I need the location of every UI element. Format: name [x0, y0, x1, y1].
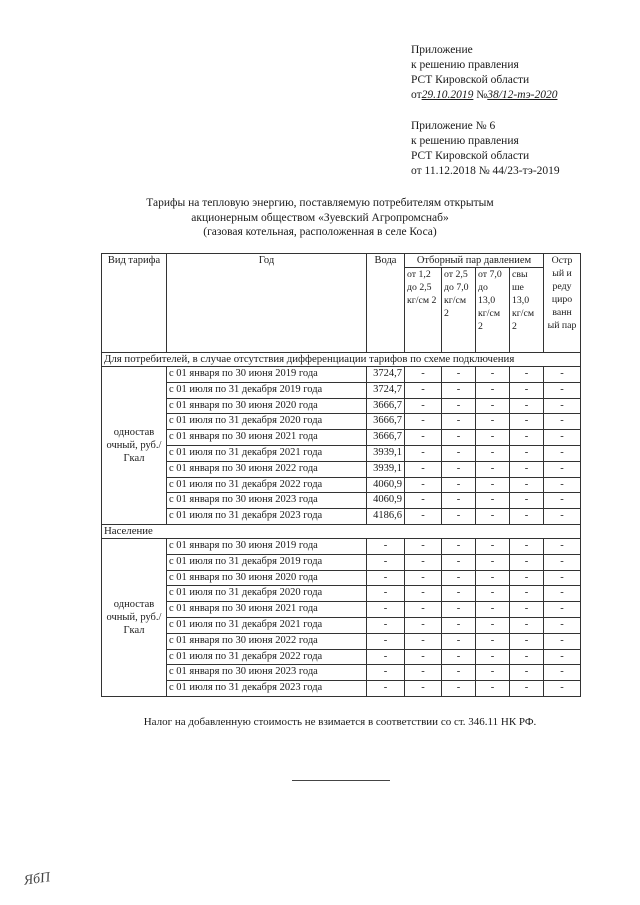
sharp-cell: -: [544, 538, 581, 554]
steam-cell: -: [405, 445, 442, 461]
sharp-cell: -: [544, 493, 581, 509]
steam-cell: -: [476, 461, 510, 477]
water-cell: 3724,7: [367, 367, 405, 383]
steam-cell: -: [476, 382, 510, 398]
sharp-cell: -: [544, 633, 581, 649]
header-steam-1: от 1,2 до 2,5 кг/см 2: [405, 268, 442, 353]
header-steam-3: от 7,0 до 13,0 кг/см 2: [476, 268, 510, 353]
steam-cell: -: [510, 633, 544, 649]
water-cell: -: [367, 617, 405, 633]
header2-line3: РСТ Кировской области: [411, 150, 530, 162]
steam-cell: -: [510, 414, 544, 430]
steam-cell: -: [510, 382, 544, 398]
steam-cell: -: [510, 509, 544, 525]
steam-cell: -: [405, 554, 442, 570]
steam-cell: -: [510, 367, 544, 383]
section-row: [102, 524, 581, 538]
steam-cell: -: [442, 430, 476, 446]
section-row: [102, 353, 581, 367]
header-tariff-type: Вид тарифа: [102, 254, 167, 353]
sharp-cell: -: [544, 617, 581, 633]
steam-cell: -: [476, 681, 510, 697]
steam-cell: -: [405, 367, 442, 383]
water-cell: 3724,7: [367, 382, 405, 398]
steam-cell: -: [442, 586, 476, 602]
steam-cell: -: [476, 477, 510, 493]
header-steam-4: свы ше 13,0 кг/см 2: [510, 268, 544, 353]
sharp-cell: -: [544, 586, 581, 602]
steam-cell: -: [510, 665, 544, 681]
steam-cell: -: [510, 649, 544, 665]
water-cell: 4060,9: [367, 477, 405, 493]
period-cell: с 01 января по 30 июня 2020 года: [167, 570, 367, 586]
header2-line2: к решению правления: [411, 135, 519, 147]
steam-cell: -: [476, 538, 510, 554]
steam-cell: -: [405, 602, 442, 618]
steam-cell: -: [442, 681, 476, 697]
period-cell: с 01 января по 30 июня 2021 года: [167, 430, 367, 446]
annex-header: [411, 119, 560, 179]
sharp-cell: -: [544, 509, 581, 525]
water-cell: 3939,1: [367, 445, 405, 461]
table-row: [102, 554, 581, 570]
table-row: [102, 445, 581, 461]
steam-cell: -: [476, 367, 510, 383]
tariff-type-cell: одностав очный, руб./Гкал: [102, 538, 167, 696]
steam-cell: -: [442, 649, 476, 665]
steam-cell: -: [442, 602, 476, 618]
table-row: [102, 570, 581, 586]
steam-cell: -: [510, 493, 544, 509]
steam-cell: -: [442, 570, 476, 586]
steam-cell: -: [476, 554, 510, 570]
header-sharp-steam: Остр ый и реду циро ванн ый пар: [544, 254, 581, 353]
steam-cell: -: [510, 445, 544, 461]
table-row: [102, 430, 581, 446]
period-cell: с 01 января по 30 июня 2019 года: [167, 538, 367, 554]
steam-cell: -: [476, 617, 510, 633]
header1-no: №: [476, 89, 488, 101]
table-row: [102, 665, 581, 681]
water-cell: -: [367, 586, 405, 602]
sharp-cell: -: [544, 398, 581, 414]
title-line2: акционерным обществом «Зуевский Агропромснаб»: [191, 211, 449, 224]
steam-cell: -: [405, 633, 442, 649]
section-label: Для потребителей, в случае отсутствия дифференциации тарифов по схеме подключения: [102, 353, 581, 367]
sharp-cell: -: [544, 445, 581, 461]
water-cell: -: [367, 649, 405, 665]
table-header-row-1: [102, 254, 581, 268]
header1-number: 38/12-тэ-2020: [487, 89, 558, 101]
steam-cell: -: [405, 665, 442, 681]
table-row: [102, 538, 581, 554]
title-line1: Тарифы на тепловую энергию, поставляемую потребителям открытым: [146, 197, 494, 209]
period-cell: с 01 января по 30 июня 2021 года: [167, 602, 367, 618]
header1-line1: Приложение: [411, 44, 473, 56]
steam-cell: -: [476, 633, 510, 649]
steam-cell: -: [476, 430, 510, 446]
water-cell: 3666,7: [367, 430, 405, 446]
steam-cell: -: [510, 430, 544, 446]
tariff-type-cell: одностав очный, руб./Гкал: [102, 367, 167, 525]
table-row: [102, 602, 581, 618]
table-row: [102, 367, 581, 383]
header2-line4: от 11.12.2018 № 44/23-тэ-2019: [411, 165, 560, 177]
sharp-cell: -: [544, 554, 581, 570]
header2-line1: Приложение № 6: [411, 120, 496, 132]
table-row: [102, 649, 581, 665]
table-row: [102, 633, 581, 649]
steam-cell: -: [442, 554, 476, 570]
sharp-cell: -: [544, 382, 581, 398]
steam-cell: -: [476, 509, 510, 525]
table-row: [102, 382, 581, 398]
table-row: [102, 509, 581, 525]
steam-cell: -: [476, 414, 510, 430]
section-label: Население: [102, 524, 581, 538]
steam-cell: -: [510, 681, 544, 697]
sharp-cell: -: [544, 570, 581, 586]
header-steam-2: от 2,5 до 7,0 кг/см 2: [442, 268, 476, 353]
header-water: Вода: [367, 254, 405, 353]
steam-cell: -: [405, 649, 442, 665]
table-row: [102, 681, 581, 697]
steam-cell: -: [476, 398, 510, 414]
water-cell: 4060,9: [367, 493, 405, 509]
period-cell: с 01 июля по 31 декабря 2022 года: [167, 477, 367, 493]
steam-cell: -: [405, 414, 442, 430]
sharp-cell: -: [544, 367, 581, 383]
header1-from: от: [411, 89, 422, 101]
sharp-cell: -: [544, 681, 581, 697]
steam-cell: -: [405, 477, 442, 493]
steam-cell: -: [442, 665, 476, 681]
period-cell: с 01 января по 30 июня 2022 года: [167, 461, 367, 477]
steam-cell: -: [442, 538, 476, 554]
water-cell: 3666,7: [367, 414, 405, 430]
steam-cell: -: [476, 445, 510, 461]
steam-cell: -: [442, 493, 476, 509]
steam-cell: -: [405, 430, 442, 446]
period-cell: с 01 января по 30 июня 2019 года: [167, 367, 367, 383]
water-cell: -: [367, 665, 405, 681]
water-cell: -: [367, 554, 405, 570]
water-cell: -: [367, 570, 405, 586]
header-period: Год: [167, 254, 367, 353]
period-cell: с 01 июля по 31 декабря 2022 года: [167, 649, 367, 665]
water-cell: -: [367, 681, 405, 697]
water-cell: -: [367, 602, 405, 618]
period-cell: с 01 января по 30 июня 2023 года: [167, 665, 367, 681]
steam-cell: -: [510, 617, 544, 633]
steam-cell: -: [442, 477, 476, 493]
sharp-cell: -: [544, 649, 581, 665]
water-cell: 4186,6: [367, 509, 405, 525]
steam-cell: -: [476, 665, 510, 681]
steam-cell: -: [405, 382, 442, 398]
steam-cell: -: [510, 461, 544, 477]
steam-cell: -: [442, 367, 476, 383]
steam-cell: -: [405, 493, 442, 509]
period-cell: с 01 июля по 31 декабря 2019 года: [167, 554, 367, 570]
table-row: [102, 493, 581, 509]
sharp-cell: -: [544, 430, 581, 446]
header1-line2: к решению правления: [411, 59, 519, 71]
steam-cell: -: [405, 461, 442, 477]
water-cell: 3666,7: [367, 398, 405, 414]
approval-header: [411, 43, 557, 103]
period-cell: с 01 января по 30 июня 2022 года: [167, 633, 367, 649]
steam-cell: -: [405, 617, 442, 633]
water-cell: 3939,1: [367, 461, 405, 477]
steam-cell: -: [476, 570, 510, 586]
period-cell: с 01 июля по 31 декабря 2023 года: [167, 681, 367, 697]
steam-cell: -: [442, 633, 476, 649]
water-cell: -: [367, 633, 405, 649]
header1-date: 29.10.2019: [421, 89, 474, 101]
steam-cell: -: [442, 461, 476, 477]
period-cell: с 01 июля по 31 декабря 2020 года: [167, 586, 367, 602]
period-cell: с 01 июля по 31 декабря 2019 года: [167, 382, 367, 398]
sharp-cell: -: [544, 602, 581, 618]
sharp-cell: -: [544, 461, 581, 477]
period-cell: с 01 января по 30 июня 2020 года: [167, 398, 367, 414]
steam-cell: -: [442, 382, 476, 398]
steam-cell: -: [442, 414, 476, 430]
steam-cell: -: [510, 554, 544, 570]
header1-line4: [411, 88, 557, 103]
table-row: [102, 398, 581, 414]
steam-cell: -: [405, 538, 442, 554]
steam-cell: -: [442, 445, 476, 461]
steam-cell: -: [510, 570, 544, 586]
steam-cell: -: [442, 617, 476, 633]
vat-note: Налог на добавленную стоимость не взимается в соответствии со ст. 346.11 НК РФ.: [143, 716, 537, 728]
header-steam: Отборный пар давлением: [405, 254, 544, 268]
steam-cell: -: [510, 586, 544, 602]
table-row: [102, 477, 581, 493]
steam-cell: -: [510, 602, 544, 618]
tariff-table: [101, 253, 581, 697]
steam-cell: -: [405, 570, 442, 586]
steam-cell: -: [442, 509, 476, 525]
steam-cell: -: [476, 602, 510, 618]
period-cell: с 01 июля по 31 декабря 2021 года: [167, 617, 367, 633]
period-cell: с 01 января по 30 июня 2023 года: [167, 493, 367, 509]
period-cell: с 01 июля по 31 декабря 2021 года: [167, 445, 367, 461]
steam-cell: -: [476, 493, 510, 509]
water-cell: -: [367, 538, 405, 554]
steam-cell: -: [405, 509, 442, 525]
steam-cell: -: [476, 649, 510, 665]
table-row: [102, 461, 581, 477]
steam-cell: -: [405, 681, 442, 697]
title-line3: (газовая котельная, расположенная в селе Коса): [203, 226, 437, 238]
table-row: [102, 617, 581, 633]
steam-cell: -: [510, 398, 544, 414]
table-row: [102, 586, 581, 602]
handwritten-mark: ЯбП: [23, 870, 52, 889]
steam-cell: -: [405, 586, 442, 602]
sharp-cell: -: [544, 665, 581, 681]
steam-cell: -: [476, 586, 510, 602]
steam-cell: -: [510, 477, 544, 493]
steam-cell: -: [442, 398, 476, 414]
steam-cell: -: [510, 538, 544, 554]
sharp-cell: -: [544, 477, 581, 493]
period-cell: с 01 июля по 31 декабря 2023 года: [167, 509, 367, 525]
header1-line3: РСТ Кировской области: [411, 74, 530, 86]
separator-line: [292, 780, 390, 781]
document-title: [120, 196, 520, 240]
steam-cell: -: [405, 398, 442, 414]
table-row: [102, 414, 581, 430]
sharp-cell: -: [544, 414, 581, 430]
period-cell: с 01 июля по 31 декабря 2020 года: [167, 414, 367, 430]
